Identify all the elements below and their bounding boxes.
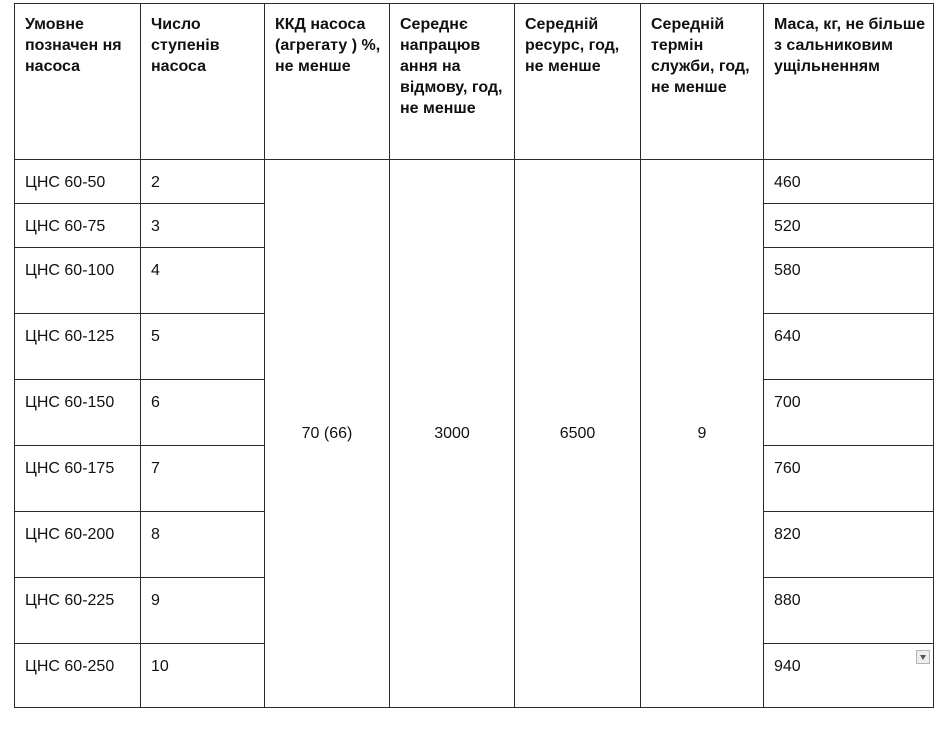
cell-designation: ЦНС 60-250 — [15, 644, 141, 708]
cell-designation: ЦНС 60-100 — [15, 248, 141, 314]
cell-mass: 700 — [764, 380, 934, 446]
cell-stages: 5 — [141, 314, 265, 380]
chevron-down-icon[interactable] — [916, 650, 930, 664]
pump-spec-table — [14, 3, 934, 708]
header-row — [15, 4, 934, 160]
cell-stages: 9 — [141, 578, 265, 644]
cell-mass-value: 940 — [774, 658, 801, 675]
cell-resource: 6500 — [515, 160, 641, 708]
cell-stages: 3 — [141, 204, 265, 248]
cell-stages: 6 — [141, 380, 265, 446]
cell-designation: ЦНС 60-150 — [15, 380, 141, 446]
cell-stages: 2 — [141, 160, 265, 204]
cell-mass: 820 — [764, 512, 934, 578]
cell-mass: 760 — [764, 446, 934, 512]
cell-stages: 4 — [141, 248, 265, 314]
cell-designation: ЦНС 60-175 — [15, 446, 141, 512]
cell-stages: 7 — [141, 446, 265, 512]
cell-mass: 460 — [764, 160, 934, 204]
cell-service-life: 9 — [641, 160, 764, 708]
header-resource: Середній ресурс, год, не менше — [515, 4, 641, 160]
cell-designation: ЦНС 60-225 — [15, 578, 141, 644]
cell-designation: ЦНС 60-125 — [15, 314, 141, 380]
cell-mass: 640 — [764, 314, 934, 380]
cell-efficiency: 70 (66) — [265, 160, 390, 708]
cell-mass: 520 — [764, 204, 934, 248]
cell-designation: ЦНС 60-50 — [15, 160, 141, 204]
cell-stages: 8 — [141, 512, 265, 578]
cell-stages: 10 — [141, 644, 265, 708]
cell-designation: ЦНС 60-75 — [15, 204, 141, 248]
table-row — [15, 160, 934, 204]
header-mtbf: Середнє напрацюв ання на відмову, год, не менше — [390, 4, 515, 160]
cell-designation: ЦНС 60-200 — [15, 512, 141, 578]
header-stages: Число ступенів насоса — [141, 4, 265, 160]
cell-mass-last — [764, 644, 934, 708]
cell-mass: 880 — [764, 578, 934, 644]
header-mass: Маса, кг, не більше з сальниковим ущільненням — [764, 4, 934, 160]
header-service-life: Середній термін служби, год, не менше — [641, 4, 764, 160]
header-designation: Умовне позначен ня насоса — [15, 4, 141, 160]
header-efficiency: ККД насоса (агрегату ) %, не менше — [265, 4, 390, 160]
cell-mtbf: 3000 — [390, 160, 515, 708]
cell-mass: 580 — [764, 248, 934, 314]
